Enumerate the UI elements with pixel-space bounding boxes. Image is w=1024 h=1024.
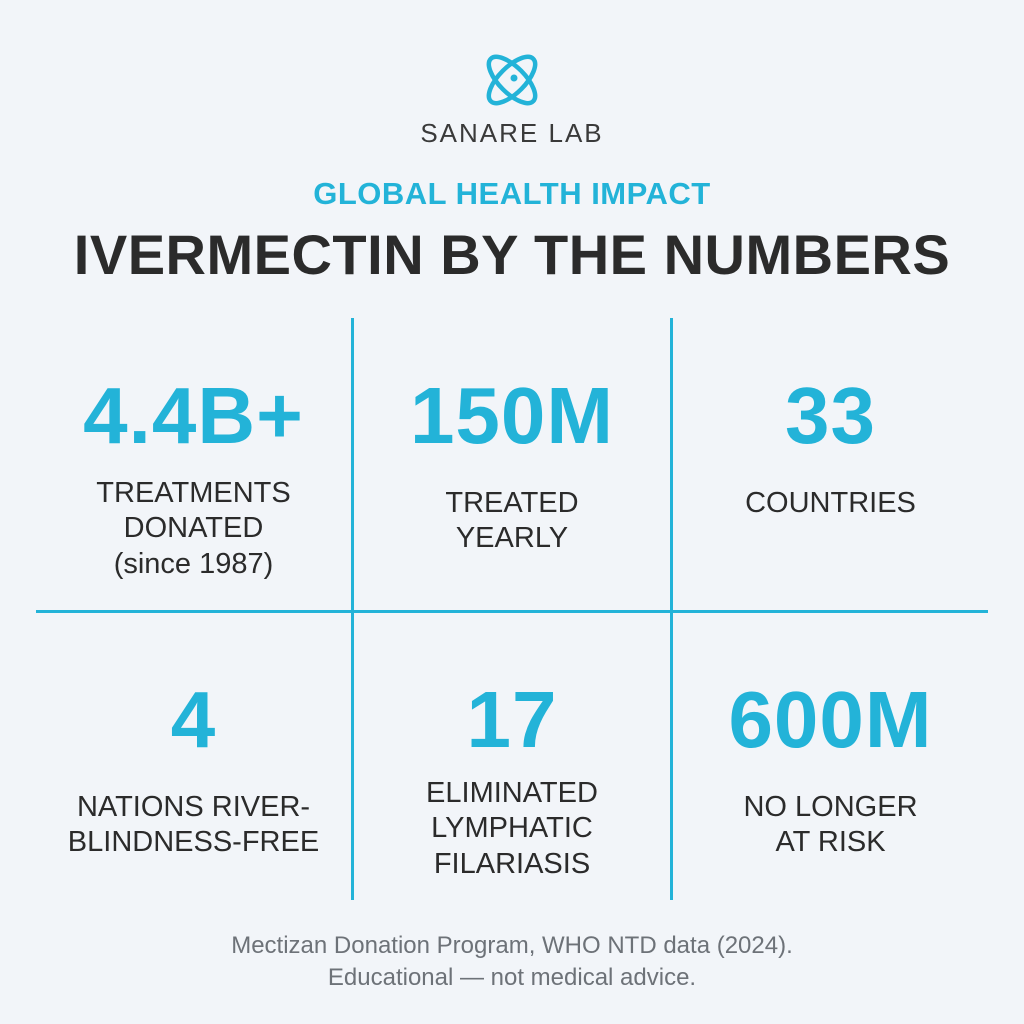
stat-label: NATIONS RIVER- BLINDNESS-FREE bbox=[67, 791, 320, 859]
brand-logo bbox=[0, 44, 1024, 116]
stat-card-no-longer-at-risk bbox=[673, 675, 988, 861]
stat-label: NO LONGER AT RISK bbox=[743, 791, 918, 859]
brand-name: SANARE LAB bbox=[420, 118, 604, 148]
stat-value: 600M bbox=[728, 675, 933, 764]
stat-card-eliminated-lf bbox=[354, 675, 670, 882]
stat-card-river-blindness-free bbox=[36, 675, 351, 861]
stat-label: ELIMINATED LYMPHATIC FILARIASIS bbox=[426, 777, 598, 880]
stat-card-countries bbox=[673, 371, 988, 521]
source-footnote: Mectizan Donation Program, WHO NTD data (2024). Educational — not medical advice. bbox=[231, 932, 793, 992]
page-title: IVERMECTIN BY THE NUMBERS bbox=[73, 223, 951, 286]
stat-card-treatments-donated bbox=[36, 371, 351, 582]
stat-value: 4 bbox=[170, 675, 217, 764]
grid-divider-horizontal bbox=[36, 610, 988, 613]
atom-orbit-icon bbox=[476, 44, 548, 116]
stat-label: TREATED YEARLY bbox=[445, 487, 579, 555]
stat-value: 17 bbox=[466, 675, 558, 764]
stat-label: COUNTRIES bbox=[745, 487, 916, 519]
eyebrow-heading: GLOBAL HEALTH IMPACT bbox=[313, 176, 711, 211]
stat-card-treated-yearly bbox=[354, 371, 670, 557]
stat-label: TREATMENTS DONATED (since 1987) bbox=[96, 477, 291, 580]
stat-value: 4.4B+ bbox=[83, 371, 304, 460]
stat-value: 150M bbox=[409, 371, 615, 460]
stat-value: 33 bbox=[785, 371, 876, 460]
